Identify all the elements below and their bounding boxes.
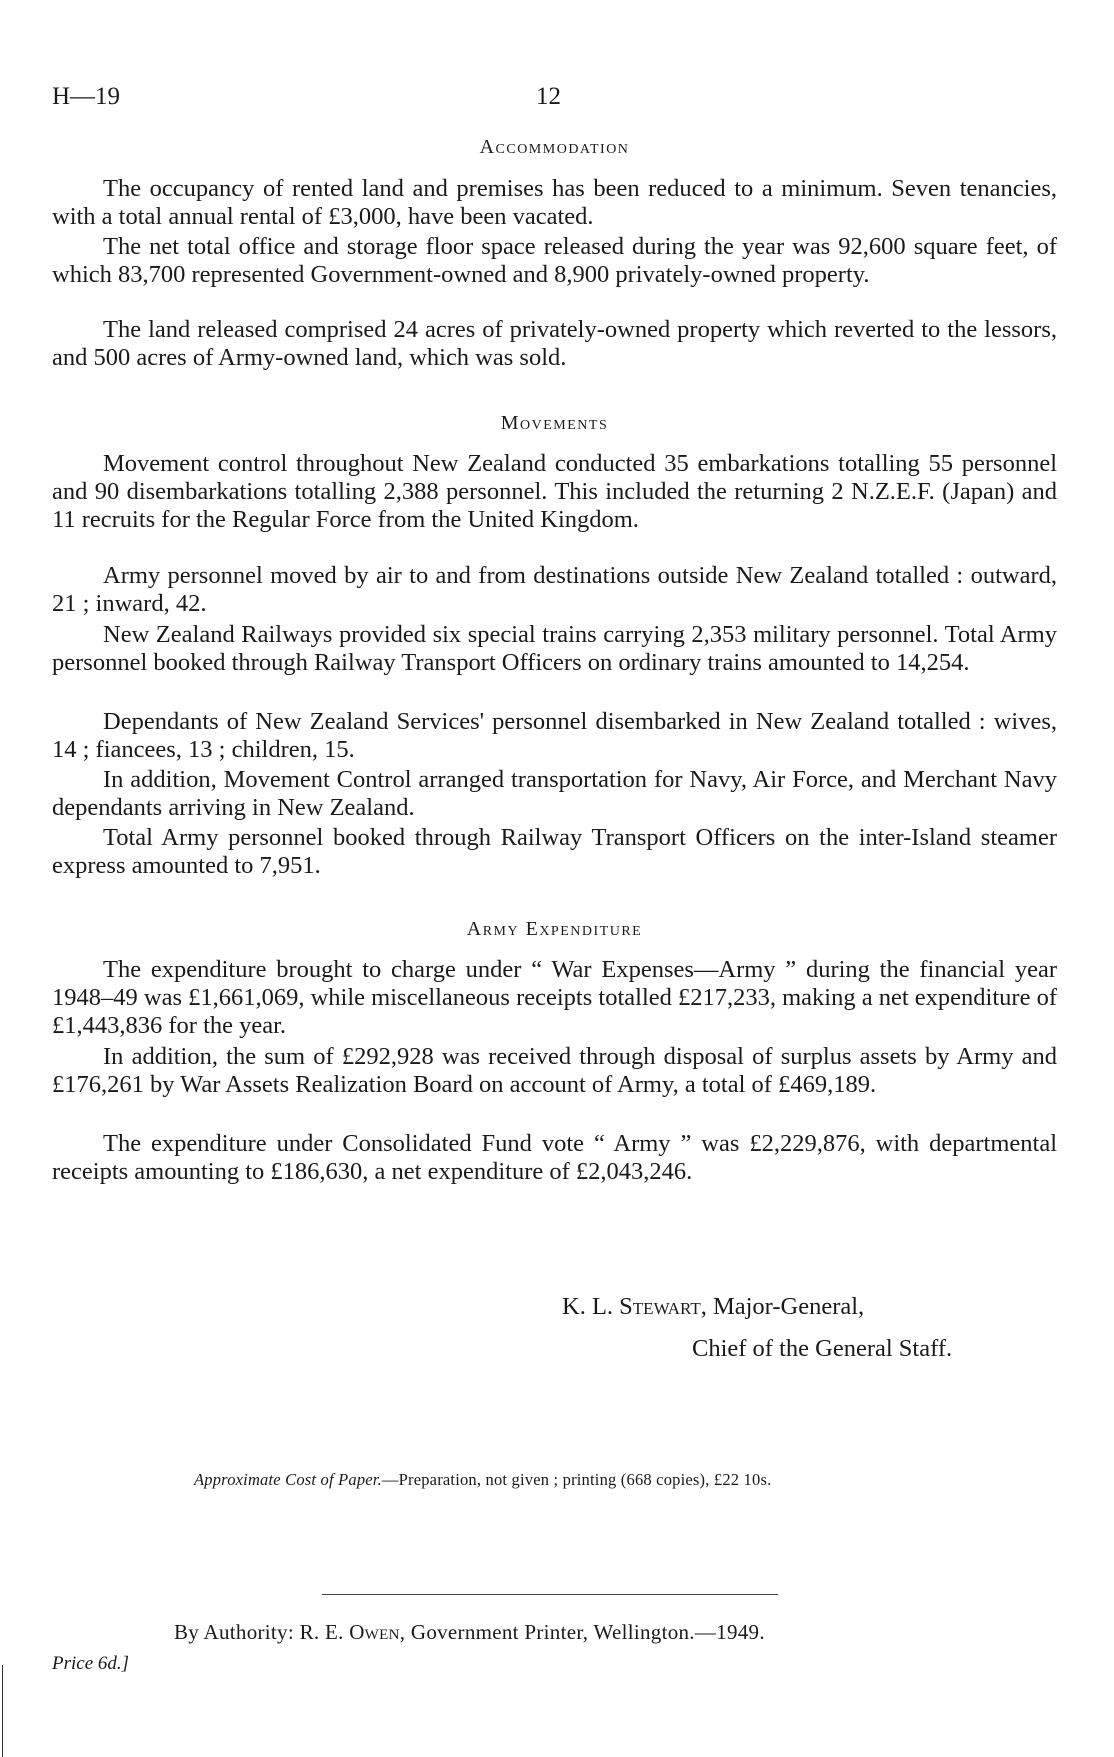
price-note: Price 6d.] — [52, 1653, 130, 1674]
footer-divider — [322, 1594, 778, 1595]
movements-paragraph-5: In addition, Movement Control arranged transportation for Navy, Air Force, and Merchant Navy dependants arriving in New Zealand. — [52, 766, 1057, 821]
cost-detail: —Preparation, not given ; printing (668 copies), £22 10s. — [381, 1470, 772, 1489]
signature-name — [562, 1293, 864, 1321]
section-title-accommodation: Accommodation — [479, 136, 630, 158]
movements-paragraph-2: Army personnel moved by air to and from destinations outside New Zealand totalled : outward, 21 ; inward, 42. — [52, 562, 1057, 617]
printer-authority — [174, 1620, 765, 1645]
signature-initials: K. L. — [562, 1293, 614, 1320]
accommodation-paragraph-2: The net total office and storage floor space released during the year was 92,600 square feet, of which 83,700 represented Government-owned and 8,900 privately-owned property. — [52, 233, 1057, 288]
cost-of-paper-note — [194, 1470, 771, 1490]
authority-suffix: , Government Printer, Wellington.—1949. — [399, 1620, 765, 1644]
authority-prefix: By Authority: — [174, 1620, 294, 1644]
authority-surname: Owen — [349, 1620, 400, 1644]
section-title-army-expenditure: Army Expenditure — [466, 918, 643, 940]
movements-paragraph-1: Movement control throughout New Zealand conducted 35 embarkations totalling 55 personnel and 90 disembarkations totalling 2,388 personnel. This included the returning 2 N.Z.E.F. (Japan) and 11 recruits for the Regular Force from the United Kingdom. — [52, 450, 1057, 533]
accommodation-paragraph-1: The occupancy of rented land and premises has been reduced to a minimum. Seven tenancies, with a total annual rental of £3,000, have been vacated. — [52, 175, 1057, 230]
expenditure-paragraph-2: In addition, the sum of £292,928 was received through disposal of surplus assets by Army and £176,261 by War Assets Realization Board on account of Army, a total of £469,189. — [52, 1043, 1057, 1098]
page-number: 12 — [536, 83, 561, 110]
movements-paragraph-4: Dependants of New Zealand Services' personnel disembarked in New Zealand totalled : wives, 14 ; fiancees, 13 ; children, 15. — [52, 708, 1057, 763]
signature-surname: Stewart — [619, 1293, 701, 1320]
authority-initials: R. E. — [299, 1620, 344, 1644]
page-header — [52, 83, 1057, 113]
accommodation-paragraph-3: The land released comprised 24 acres of privately-owned property which reverted to the lessors, and 500 acres of Army-owned land, which was sold. — [52, 316, 1057, 371]
section-title-movements: Movements — [500, 412, 609, 434]
movements-paragraph-3: New Zealand Railways provided six special trains carrying 2,353 military personnel. Total Army personnel booked through Railway Transport Officers on ordinary trains amounted to 14,254. — [52, 621, 1057, 676]
signature-title: Chief of the General Staff. — [692, 1335, 953, 1362]
movements-paragraph-6: Total Army personnel booked through Railway Transport Officers on the inter-Island steamer express amounted to 7,951. — [52, 824, 1057, 879]
expenditure-paragraph-1: The expenditure brought to charge under “ War Expenses—Army ” during the financial year 1948–49 was £1,661,069, while miscellaneous receipts totalled £217,233, making a net expenditure of £1,443,836 for the year. — [52, 956, 1057, 1039]
document-reference: H—19 — [52, 83, 121, 110]
signature-rank: , Major-General, — [700, 1293, 865, 1320]
expenditure-paragraph-3: The expenditure under Consolidated Fund vote “ Army ” was £2,229,876, with departmental receipts amounting to £186,630, a net expenditure of £2,043,246. — [52, 1130, 1057, 1185]
cost-label: Approximate Cost of Paper. — [194, 1470, 382, 1489]
binding-margin-line — [2, 1665, 3, 1757]
